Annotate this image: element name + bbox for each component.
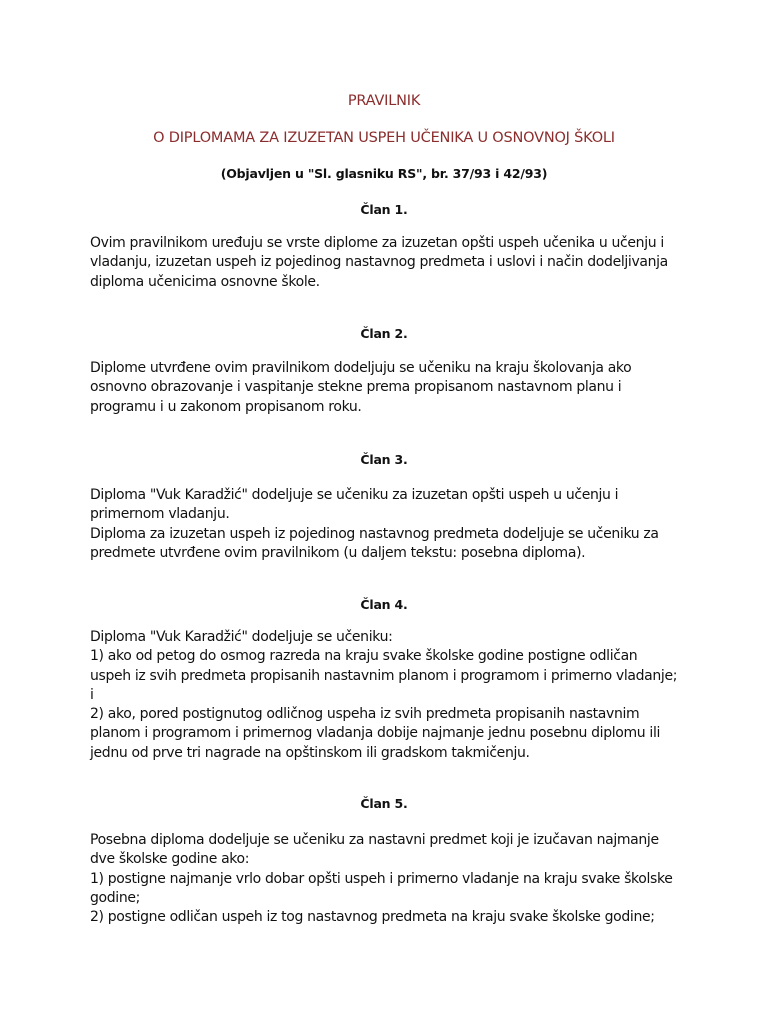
- text-line: 2) ako, pored postignutog odličnog uspeha iz svih predmeta propisanih nastavnim: [90, 706, 640, 723]
- text-line: diploma učenicima osnovne škole.: [90, 273, 320, 290]
- document-subtitle: O DIPLOMAMA ZA IZUZETAN USPEH UČENIKA U OSNOVNOJ ŠKOLI: [153, 130, 615, 146]
- publication-note: (Objavljen u "Sl. glasniku RS", br. 37/93 i 42/93): [220, 166, 548, 181]
- text-line: vladanju, izuzetan uspeh iz pojedinog nastavnog predmeta i uslovi i način dodeljivanja: [90, 254, 668, 271]
- text-line: 1) ako od petog do osmog razreda na kraju svake školske godine postigne odličan: [90, 648, 638, 665]
- article-text-3: [90, 486, 690, 563]
- document-title: PRAVILNIK: [347, 93, 421, 109]
- article-text-2: [90, 359, 690, 417]
- article-heading-2: Član 2.: [360, 326, 408, 341]
- text-line: Posebna diploma dodeljuje se učeniku za nastavni predmet koji je izučavan najmanje: [90, 832, 659, 848]
- text-line: Diploma "Vuk Karadžić" dodeljuje se učeniku:: [90, 629, 393, 645]
- article-heading-4: Član 4.: [360, 597, 408, 612]
- text-line: Diplome utvrđene ovim pravilnikom dodeljuju se učeniku na kraju školovanja ako: [90, 360, 632, 376]
- article-text-5: [90, 831, 690, 927]
- article-text-4: [90, 628, 690, 763]
- article-heading-5: Član 5.: [360, 796, 408, 811]
- text-line: Diploma "Vuk Karadžić" dodeljuje se učeniku za izuzetan opšti uspeh u učenju i: [90, 487, 619, 503]
- text-line: Ovim pravilnikom uređuju se vrste diplome za izuzetan opšti uspeh učenika u učenju i: [90, 235, 664, 251]
- article-heading-1: Član 1.: [360, 202, 408, 217]
- text-line: 2) postigne odličan uspeh iz tog nastavnog predmeta na kraju svake školske godine;: [90, 909, 655, 926]
- text-line: uspeh iz svih predmeta propisanih nastavnim planom i programom i primerno vladanje;: [90, 667, 678, 684]
- text-line: i: [90, 686, 94, 703]
- text-line: osnovno obrazovanje i vaspitanje stekne prema propisanom nastavnom planu i: [90, 379, 622, 396]
- text-line: planom i programom i primernog vladanja dobije najmanje jednu posebnu diplomu ili: [90, 725, 661, 742]
- text-line: Diploma za izuzetan uspeh iz pojedinog nastavnog predmeta dodeljuje se učeniku za: [90, 525, 659, 542]
- text-line: primernom vladanju.: [90, 506, 230, 523]
- text-line: programu i u zakonom propisanom roku.: [90, 398, 362, 415]
- text-line: 1) postigne najmanje vrlo dobar opšti uspeh i primerno vladanje na kraju svake školske: [90, 870, 673, 887]
- article-heading-3: Član 3.: [360, 452, 408, 467]
- text-line: godine;: [90, 889, 140, 906]
- text-line: jednu od prve tri nagrade na opštinskom ili gradskom takmičenju.: [90, 744, 530, 761]
- article-text-1: [90, 234, 690, 292]
- text-line: predmete utvrđene ovim pravilnikom (u daljem tekstu: posebna diploma).: [90, 544, 586, 561]
- text-line: dve školske godine ako:: [90, 851, 250, 868]
